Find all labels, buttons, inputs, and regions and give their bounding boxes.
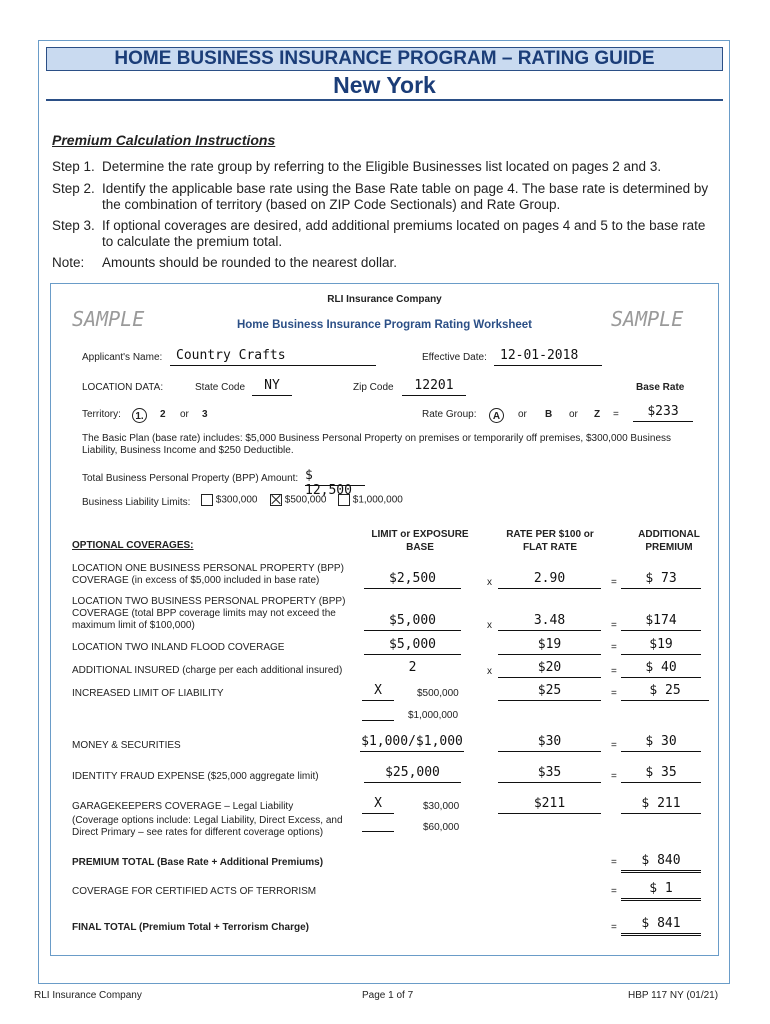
applicant-label: Applicant's Name: — [82, 352, 163, 363]
multiply-sign: x — [487, 666, 492, 677]
garagekeepers-30k-check[interactable]: X — [362, 795, 394, 814]
effective-date-value: 12-01-2018 — [500, 348, 579, 363]
coverage-label-garagekeepers: GARAGEKEEPERS COVERAGE – Legal Liability — [72, 801, 294, 812]
terrorism-field[interactable]: $ 1 — [621, 880, 701, 901]
checkbox-icon — [338, 494, 350, 506]
additional-insured-count-field[interactable]: 2 — [408, 660, 417, 675]
liability-option-500k[interactable] — [270, 494, 327, 506]
worksheet-company: RLI Insurance Company — [327, 294, 442, 305]
coverage-label-loc1-bpp: LOCATION ONE BUSINESS PERSONAL PROPERTY (BPP) COVERAGE (in excess of $5,000 included in base rate) — [72, 563, 344, 586]
loc1-bpp-limit-field[interactable]: $2,500 — [364, 570, 461, 589]
identity-premium-field[interactable]: $ 35 — [621, 764, 701, 783]
base-rate-field[interactable] — [633, 404, 693, 422]
rate-group-option-b[interactable]: B — [545, 409, 553, 420]
liability-option-300k[interactable] — [201, 494, 258, 506]
note-label: Note: — [52, 255, 85, 270]
coverage-label-loc2-flood: LOCATION TWO INLAND FLOOD COVERAGE — [72, 642, 285, 653]
footer-page-number: Page 1 of 7 — [362, 990, 414, 1001]
loc2-bpp-premium-field[interactable]: $174 — [621, 612, 701, 631]
sample-watermark-right: SAMPLE — [611, 307, 684, 331]
base-rate-equals: = — [613, 409, 619, 420]
step-text: Determine the rate group by referring to the Eligible Businesses list located on pages 2 and 3. — [102, 159, 662, 174]
worksheet-title: Home Business Insurance Program Rating Worksheet — [236, 319, 533, 331]
terrorism-label: COVERAGE FOR CERTIFIED ACTS OF TERRORISM — [72, 886, 317, 897]
step-text: Identify the applicable base rate using the Base Rate table on page 4. The base rate is determined by the combination of territory (based on ZIP Code Sectionals) and Rate Group. — [102, 181, 709, 212]
equals-sign: = — [611, 922, 617, 933]
liability-500k-label: $500,000 — [284, 494, 327, 506]
checked-checkbox-icon — [270, 494, 282, 506]
rate-group-option-z[interactable]: Z — [594, 409, 601, 420]
basic-plan-text: The Basic Plan (base rate) includes: $5,000 Business Personal Property on premises or temporarily off premises, $300,000 Business Liability, Business Income and $250 Deductible. — [82, 433, 672, 456]
step-text: If optional coverages are desired, add additional premiums located on pages 4 and 5 to the base rate to calculate the premium total. — [102, 218, 706, 249]
instructions-heading: Premium Calculation Instructions — [52, 132, 276, 148]
loc2-flood-premium-field[interactable]: $19 — [621, 636, 701, 655]
page-title: HOME BUSINESS INSURANCE PROGRAM – RATING GUIDE — [46, 47, 723, 71]
territory-label: Territory: — [82, 409, 121, 420]
location-data-label: LOCATION DATA: — [82, 382, 164, 393]
equals-sign: = — [611, 666, 617, 677]
equals-sign: = — [611, 771, 617, 782]
rate-group-or-2: or — [569, 409, 578, 420]
applicant-name-value: Country Crafts — [176, 348, 286, 363]
coverage-label-additional-insured: ADDITIONAL INSURED (charge per each additional insured) — [72, 665, 343, 676]
rate-group-or-1: or — [518, 409, 527, 420]
increased-liability-premium-field[interactable]: $ 25 — [621, 682, 709, 701]
step-label: Step 1. — [52, 159, 95, 174]
limit-column-header: LIMIT or EXPOSURE BASE — [371, 529, 469, 553]
additional-insured-rate-field[interactable]: $20 — [498, 659, 601, 678]
rate-column-header: RATE PER $100 or FLAT RATE — [506, 529, 594, 553]
loc2-bpp-limit-field[interactable]: $5,000 — [364, 612, 461, 631]
rate-group-label: Rate Group: — [422, 409, 477, 420]
loc2-bpp-rate-field[interactable]: 3.48 — [498, 612, 601, 631]
applicant-name-field[interactable] — [170, 348, 376, 366]
state-code-label: State Code — [195, 382, 246, 393]
multiply-sign: x — [487, 620, 492, 631]
footer-company: RLI Insurance Company — [34, 990, 142, 1001]
effective-date-field[interactable] — [494, 348, 602, 366]
bpp-amount-field[interactable] — [305, 468, 365, 498]
coverage-label-identity: IDENTITY FRAUD EXPENSE ($25,000 aggregate limit) — [72, 771, 319, 782]
step-label: Step 3. — [52, 218, 95, 233]
territory-1-circled: 1. — [132, 408, 147, 423]
increased-liability-rate-field[interactable]: $25 — [498, 682, 601, 701]
rate-group-option-a[interactable] — [489, 406, 504, 424]
money-premium-field[interactable]: $ 30 — [621, 733, 701, 752]
identity-limit-field[interactable]: $25,000 — [364, 764, 461, 783]
base-rate-label: Base Rate — [636, 382, 685, 393]
bpp-amount-value: $ 12,500 — [305, 468, 352, 498]
money-limit-field[interactable]: $1,000/$1,000 — [360, 733, 464, 752]
equals-sign: = — [611, 886, 617, 897]
loc1-bpp-premium-field[interactable]: $ 73 — [621, 570, 701, 589]
garagekeepers-rate-field[interactable]: $211 — [498, 795, 601, 814]
garagekeepers-60k-check[interactable] — [362, 813, 394, 832]
territory-option-3[interactable]: 3 — [202, 409, 208, 420]
additional-insured-premium-field[interactable]: $ 40 — [621, 659, 701, 678]
garagekeepers-30k-label: $30,000 — [423, 801, 460, 812]
equals-sign: = — [611, 740, 617, 751]
state-title: New York — [333, 72, 436, 98]
title-divider — [46, 99, 723, 101]
step-label: Step 2. — [52, 181, 95, 196]
increased-liability-500k-check[interactable]: X — [362, 682, 394, 701]
optional-coverages-header: OPTIONAL COVERAGES: — [72, 540, 194, 551]
checkbox-icon — [201, 494, 213, 506]
state-code-field[interactable] — [252, 378, 292, 396]
premium-column-header: ADDITIONAL PREMIUM — [638, 529, 700, 553]
zip-code-field[interactable] — [402, 378, 466, 396]
coverage-label-increased-liability: INCREASED LIMIT OF LIABILITY — [72, 688, 224, 699]
loc2-flood-rate-field[interactable]: $19 — [498, 636, 601, 655]
multiply-sign: x — [487, 577, 492, 588]
garagekeepers-options-note: (Coverage options include: Legal Liability, Direct Excess, and Direct Primary – see rates for different coverage options) — [72, 815, 343, 838]
rate-group-a-circled: A — [489, 408, 504, 423]
final-total-field[interactable]: $ 841 — [621, 915, 701, 936]
zip-code-label: Zip Code — [353, 382, 394, 393]
territory-or: or — [180, 409, 189, 420]
coverage-label-loc2-bpp: LOCATION TWO BUSINESS PERSONAL PROPERTY (BPP) COVERAGE (total BPP coverage limits may not exceed the maximum limit of $100,000) — [72, 596, 346, 631]
premium-total-field[interactable]: $ 840 — [621, 852, 701, 873]
final-total-label: FINAL TOTAL (Premium Total + Terrorism Charge) — [72, 922, 309, 933]
zip-code-value: 12201 — [414, 378, 454, 393]
coverage-label-money: MONEY & SECURITIES — [72, 740, 181, 751]
note-text: Amounts should be rounded to the nearest dollar. — [102, 255, 397, 270]
effective-date-label: Effective Date: — [422, 352, 487, 363]
premium-total-label: PREMIUM TOTAL (Base Rate + Additional Premiums) — [72, 857, 324, 868]
sample-watermark-left: SAMPLE — [72, 307, 145, 331]
territory-option-1[interactable] — [132, 406, 147, 424]
state-code-value: NY — [264, 378, 280, 393]
footer-form-number: HBP 117 NY (01/21) — [628, 990, 719, 1001]
liability-300k-label: $300,000 — [215, 494, 258, 506]
liability-limits-label: Business Liability Limits: — [82, 497, 191, 508]
loc1-bpp-rate-field[interactable]: 2.90 — [498, 570, 601, 589]
identity-rate-field[interactable]: $35 — [498, 764, 601, 783]
increased-liability-500k-label: $500,000 — [417, 688, 459, 699]
equals-sign: = — [611, 577, 617, 588]
loc2-flood-limit-field[interactable]: $5,000 — [364, 636, 461, 655]
increased-liability-1m-label: $1,000,000 — [408, 710, 459, 721]
equals-sign: = — [611, 642, 617, 653]
equals-sign: = — [611, 688, 617, 699]
garagekeepers-premium-field[interactable]: $ 211 — [621, 795, 701, 814]
equals-sign: = — [611, 857, 617, 868]
bpp-amount-label: Total Business Personal Property (BPP) Amount: — [82, 473, 299, 484]
equals-sign: = — [611, 620, 617, 631]
garagekeepers-60k-label: $60,000 — [423, 822, 460, 833]
increased-liability-1m-check[interactable] — [362, 702, 394, 721]
base-rate-value: $233 — [647, 404, 679, 419]
territory-option-2[interactable]: 2 — [160, 409, 166, 420]
liability-option-1m[interactable] — [338, 494, 403, 506]
liability-1m-label: $1,000,000 — [352, 494, 403, 506]
money-rate-field[interactable]: $30 — [498, 733, 601, 752]
